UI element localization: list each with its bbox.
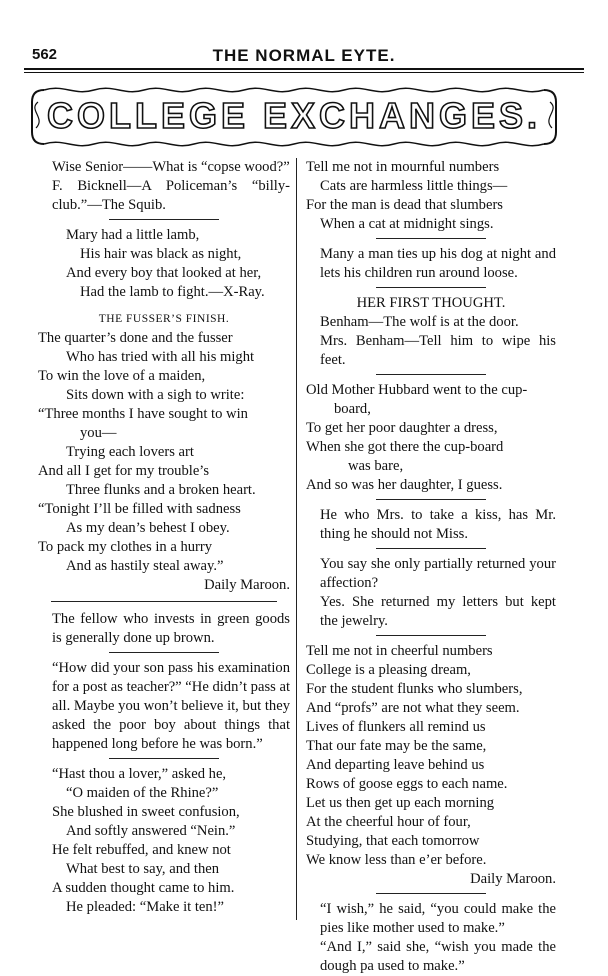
verse-line: “Three months I have sought to win [38,406,248,422]
verse-line: Three flunks and a broken heart. [66,482,256,498]
verse-line: He felt rebuffed, and knew not [52,842,231,858]
verse-line: What best to say, and then [66,861,220,877]
verse-line: And so was her daughter, I guess. [306,477,503,493]
separator [376,893,486,894]
dialogue-line: Mrs. Benham—Tell him to wipe his feet. [320,333,556,368]
dialogue-line: “I wish,” he said, “you could make the pies like mother used to make.” [320,901,556,936]
verse-line: you— [80,425,117,441]
verse-line: To pack my clothes in a hurry [38,539,213,555]
verse-line: “Tonight I’ll be filled with sadness [38,501,241,517]
verse-line: Rows of goose eggs to each name. [306,776,508,792]
verse-line: Old Mother Hubbard went to the cup- [306,382,528,398]
joke-kiss: He who Mrs. to take a kiss, has Mr. thing he should not Miss. [320,507,556,542]
verse-line: Mary had a little lamb, [66,227,200,243]
verse-line: At the cheerful hour of four, [306,814,471,830]
separator [376,238,486,239]
page-header [24,46,584,68]
verse-line: Had the lamb to fight.—X-Ray. [80,284,265,300]
verse-line: Who has tried with all his might [66,349,255,365]
source-attribution: Daily Maroon. [204,577,290,593]
verse-line: Tell me not in mournful numbers [306,159,500,175]
verse-line: “Hast thou a lover,” asked he, [52,766,227,782]
verse-line: As my dean’s behest I obey. [66,520,230,536]
dialogue-line: You say she only partially returned your affection? [320,556,556,591]
verse-line: The quarter’s done and the fusser [38,330,233,346]
verse-line: And every boy that looked at her, [66,265,262,281]
verse-line: Tell me not in cheerful numbers [306,643,493,659]
separator [51,601,278,602]
verse-line: And as hastily steal away.” [66,558,224,574]
joke-exam: “How did your son pass his examination for a post as teacher?” “He didn’t pass at all. Maybe you won’t believe it, but they asked the poor boy about things that happened long before he was born.” [52,660,290,752]
separator [109,219,219,220]
verse-line: And all I get for my trouble’s [38,463,210,479]
verse-line: Let us then get up each morning [306,795,495,811]
poem-title: THE FUSSER’S FINISH. [98,313,230,325]
verse-line: When a cat at midnight sings. [320,216,494,232]
left-column [38,158,290,917]
verse-line: To get her poor daughter a dress, [306,420,498,436]
separator [376,548,486,549]
section-banner [24,82,564,152]
verse-line: was bare, [348,458,404,474]
verse-line: His hair was black as night, [80,246,242,262]
verse-line: To win the love of a maiden, [38,368,206,384]
verse-line: For the man is dead that slumbers [306,197,503,213]
separator [109,758,219,759]
verse-line: That our fate may be the same, [306,738,487,754]
dialogue-line: Benham—The wolf is at the door. [320,314,519,330]
source-attribution: Daily Maroon. [470,871,556,887]
verse-line: She blushed in sweet confusion, [52,804,240,820]
verse-line: A sudden thought came to him. [52,880,235,896]
header-rule-thin [24,72,584,73]
verse-line: Sits down with a sigh to write: [66,387,245,403]
verse-line: board, [334,401,371,417]
banner-title: COLLEGE EXCHANGES. [46,95,542,136]
verse-line: And “profs” are not what they seem. [306,700,520,716]
dialogue-line: Yes. She returned my letters but kept the jewelry. [320,594,556,629]
dialogue-line: “And I,” said she, “wish you made the dough pa used to make.” [320,939,556,974]
verse-line: College is a pleasing dream, [306,662,471,678]
joke-green-goods: The fellow who invests in green goods is generally done up brown. [52,611,290,646]
joke-billy-club: F. Bicknell—A Policeman’s “billy-club.”—The Squib. [52,178,290,213]
verse-line: Lives of flunkers all remind us [306,719,486,735]
separator [376,635,486,636]
verse-line: And softly answered “Nein.” [66,823,236,839]
verse-line: He pleaded: “Make it ten!” [66,899,225,915]
column-divider [296,158,297,920]
running-title: THE NORMAL EYTE. [212,46,396,65]
verse-line: When she got there the cup-board [306,439,504,455]
separator [376,287,486,288]
joke-copse-wood: Wise Senior——What is “copse wood?” [52,159,290,175]
verse-line: For the student flunks who slumbers, [306,681,523,697]
separator [376,499,486,500]
verse-line: And departing leave behind us [306,757,485,773]
verse-line: “O maiden of the Rhine?” [66,785,219,801]
separator [376,374,486,375]
page-number: 562 [32,46,58,63]
verse-line: Trying each lovers art [66,444,194,460]
separator [109,652,219,653]
right-column [306,158,556,976]
verse-line: Cats are harmless little things— [320,178,508,194]
verse-line: We know less than e’er before. [306,852,487,868]
section-title: HER FIRST THOUGHT. [356,295,506,311]
verse-line: Studying, that each tomorrow [306,833,480,849]
joke-dog: Many a man ties up his dog at night and lets his children run around loose. [320,246,556,281]
header-rule [24,68,584,70]
